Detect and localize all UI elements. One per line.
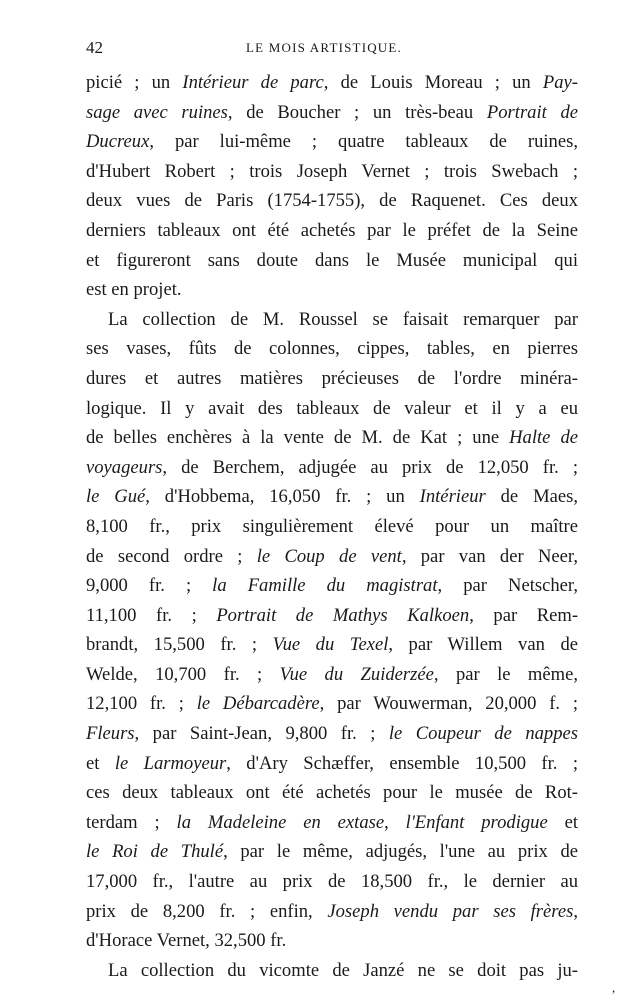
italic-title: Ducreux (86, 131, 150, 153)
text-line (86, 305, 578, 335)
text-segment: et (547, 811, 578, 833)
text-line (86, 660, 578, 690)
text-segment: , par Saint-Jean, 9,800 fr. ; (134, 723, 389, 745)
italic-title: Halte de (509, 427, 578, 449)
text-segment: , par van der Neer, (401, 545, 578, 567)
body-text (86, 68, 578, 985)
text-segment: et figureront sans doute dans le Musée municipal qui (86, 249, 578, 271)
margin-mark: , (612, 980, 616, 995)
text-line (86, 630, 578, 660)
italic-title: la Famille du magistrat (212, 575, 438, 597)
text-segment: , par Wouwerman, 20,000 f. ; (319, 693, 579, 715)
text-line (86, 127, 578, 157)
text-line (86, 749, 578, 779)
text-segment: , par Netscher, (437, 575, 578, 597)
text-line (86, 897, 578, 927)
italic-title: la Madeleine en extase (176, 811, 385, 833)
italic-title: Pay- (542, 72, 578, 93)
text-line (86, 808, 578, 838)
italic-title: sage avec ruines (86, 101, 228, 123)
text-segment: prix de 8,200 fr. ; enfin, (86, 900, 328, 922)
italic-title: le Gué (86, 486, 146, 508)
text-segment: , par le même, adjugés, l'une au prix de (223, 841, 579, 863)
text-segment: picié ; un (86, 72, 183, 93)
text-segment: 11,100 fr. ; (86, 604, 217, 626)
text-segment: , par Willem van de (388, 634, 578, 656)
italic-title: Intérieur de parc (182, 72, 324, 93)
text-segment: 9,000 fr. ; (86, 575, 213, 597)
text-line (86, 334, 578, 364)
italic-title: l'Enfant prodigue (405, 811, 548, 833)
text-segment: , d'Ary Schæffer, ensemble 10,500 fr. ; (226, 752, 578, 774)
text-line (86, 98, 578, 128)
italic-title: le Coupeur de nappes (388, 723, 579, 745)
italic-title: Intérieur (419, 486, 486, 508)
italic-title: Vue du Zuiderzée (279, 663, 434, 685)
text-segment: est en projet. (86, 279, 182, 301)
text-segment: , par le même, (433, 663, 579, 685)
text-segment: de belles enchères à la vente de M. de Kat ; une (86, 427, 510, 449)
text-segment: , (573, 900, 578, 922)
text-line (86, 423, 578, 453)
text-line (86, 778, 578, 808)
text-segment: et (86, 752, 115, 774)
text-segment: derniers tableaux ont été achetés par le préfet de la Seine (86, 219, 578, 241)
text-line (86, 571, 578, 601)
text-line (86, 542, 578, 572)
text-segment: 8,100 fr., prix singulièrement élevé pour un maître (86, 515, 578, 537)
italic-title: Fleurs (86, 723, 135, 745)
text-line (86, 837, 578, 867)
text-line (86, 216, 578, 246)
italic-title: Joseph vendu par ses frères (327, 900, 574, 922)
text-line (86, 482, 578, 512)
text-segment: brandt, 15,500 fr. ; (86, 634, 273, 656)
text-segment: logique. Il y avait des tableaux de valeur et il y a eu (86, 397, 578, 419)
italic-title: le Coup de vent (256, 545, 402, 567)
text-line (86, 601, 578, 631)
text-segment: , par Rem- (469, 604, 579, 626)
text-line (86, 186, 578, 216)
italic-title: Portrait de Mathys Kalkoen (216, 604, 470, 626)
text-line (86, 867, 578, 897)
running-head (86, 38, 586, 58)
text-segment: La collection de M. Roussel se faisait remarquer par (108, 308, 578, 330)
text-segment: d'Horace Vernet, 32,500 fr. (86, 930, 287, 952)
italic-title: le Débarcadère (196, 693, 320, 715)
text-segment: terdam ; (86, 811, 177, 833)
text-segment: , de Boucher ; un très-beau (227, 101, 487, 123)
text-line (86, 956, 578, 986)
text-segment: , (384, 811, 406, 833)
page-number: 42 (86, 38, 103, 57)
text-segment: Welde, 10,700 fr. ; (86, 663, 280, 685)
text-line (86, 926, 578, 956)
text-segment: de Maes, (485, 486, 578, 508)
text-segment: d'Hubert Robert ; trois Joseph Vernet ; trois Swebach ; (86, 160, 578, 182)
text-segment: dures et autres matières précieuses de l'ordre minéra- (86, 367, 578, 389)
text-line (86, 275, 578, 305)
italic-title: le Larmoyeur (114, 752, 227, 774)
italic-title: voyageurs (86, 456, 163, 478)
text-line (86, 689, 578, 719)
text-line (86, 364, 578, 394)
text-segment: 12,100 fr. ; (86, 693, 197, 715)
text-segment: deux vues de Paris (1754-1755), de Raquenet. Ces deux (86, 190, 578, 212)
text-line (86, 157, 578, 187)
text-segment: , par lui-même ; quatre tableaux de ruines, (149, 131, 578, 153)
text-line (86, 246, 578, 276)
running-title: LE MOIS ARTISTIQUE. (246, 40, 402, 55)
text-line (86, 719, 578, 749)
text-segment: 17,000 fr., l'autre au prix de 18,500 fr., le dernier au (86, 871, 578, 893)
text-segment: ses vases, fûts de colonnes, cippes, tables, en pierres (86, 338, 578, 360)
text-segment: , de Berchem, adjugée au prix de 12,050 fr. ; (162, 456, 578, 478)
text-segment: , d'Hobbema, 16,050 fr. ; un (145, 486, 420, 508)
text-line (86, 68, 578, 98)
text-segment: ces deux tableaux ont été achetés pour le musée de Rot- (86, 782, 578, 804)
text-segment: , de Louis Moreau ; un (323, 72, 543, 93)
text-segment: de second ordre ; (86, 545, 257, 567)
text-segment: La collection du vicomte de Janzé ne se doit pas ju- (108, 959, 578, 981)
text-line (86, 512, 578, 542)
italic-title: Portrait de (486, 101, 579, 123)
text-line (86, 453, 578, 483)
text-line (86, 394, 578, 424)
italic-title: le Roi de Thulé (86, 841, 224, 863)
italic-title: Vue du Texel (272, 634, 389, 656)
